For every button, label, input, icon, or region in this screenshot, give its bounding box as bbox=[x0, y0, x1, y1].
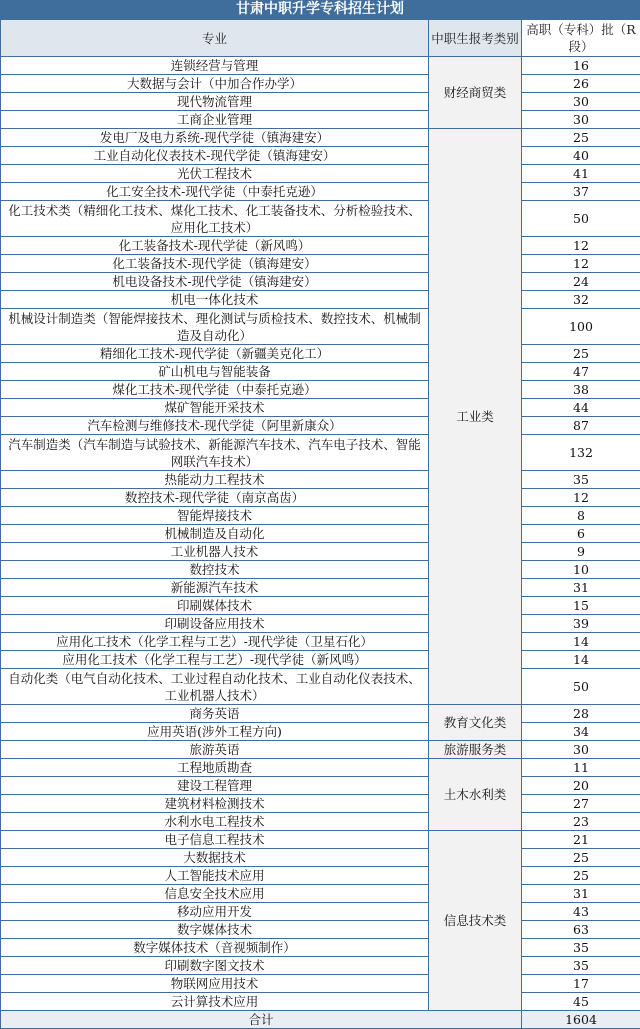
count-cell: 30 bbox=[522, 93, 640, 111]
major-cell: 精细化工技术-现代学徒（新疆美克化工） bbox=[1, 345, 429, 363]
major-cell: 建筑材料检测技术 bbox=[1, 795, 429, 813]
major-cell: 煤化工技术-现代学徒（中泰托克逊） bbox=[1, 381, 429, 399]
table-row bbox=[1, 831, 640, 849]
count-cell: 30 bbox=[522, 741, 640, 759]
category-cell: 土木水利类 bbox=[429, 759, 522, 831]
table-row bbox=[1, 669, 640, 705]
count-cell: 30 bbox=[522, 111, 640, 129]
major-cell: 化工技术类（精细化工技术、煤化工技术、化工装备技术、分析检验技术、应用化工技术） bbox=[1, 201, 429, 237]
table-row bbox=[1, 579, 640, 597]
major-cell: 自动化类（电气自动化技术、工业过程自动化技术、工业自动化仪表技术、工业机器人技术） bbox=[1, 669, 429, 705]
major-cell: 机电一体化技术 bbox=[1, 291, 429, 309]
table-row bbox=[1, 615, 640, 633]
major-cell: 印刷媒体技术 bbox=[1, 597, 429, 615]
category-cell: 财经商贸类 bbox=[429, 57, 522, 129]
major-cell: 大数据与会计（中加合作办学） bbox=[1, 75, 429, 93]
count-cell: 32 bbox=[522, 291, 640, 309]
major-cell: 移动应用开发 bbox=[1, 903, 429, 921]
category-cell: 工业类 bbox=[429, 129, 522, 705]
major-cell: 工业自动化仪表技术-现代学徒（镇海建安） bbox=[1, 147, 429, 165]
major-cell: 工程地质勘查 bbox=[1, 759, 429, 777]
table-row bbox=[1, 363, 640, 381]
table-row bbox=[1, 417, 640, 435]
enrollment-table bbox=[0, 19, 640, 1029]
table-row bbox=[1, 921, 640, 939]
table-row bbox=[1, 903, 640, 921]
major-cell: 化工装备技术-现代学徒（新风鸣） bbox=[1, 237, 429, 255]
total-row bbox=[1, 1011, 640, 1029]
count-cell: 28 bbox=[522, 705, 640, 723]
header-major: 专业 bbox=[1, 20, 429, 57]
major-cell: 数字媒体技术 bbox=[1, 921, 429, 939]
count-cell: 41 bbox=[522, 165, 640, 183]
count-cell: 31 bbox=[522, 885, 640, 903]
count-cell: 8 bbox=[522, 507, 640, 525]
category-cell: 信息技术类 bbox=[429, 831, 522, 1011]
major-cell: 机械设计制造类（智能焊接技术、理化测试与质检技术、数控技术、机械制造及自动化） bbox=[1, 309, 429, 345]
table-row bbox=[1, 651, 640, 669]
count-cell: 21 bbox=[522, 831, 640, 849]
major-cell: 印刷数字图文技术 bbox=[1, 957, 429, 975]
header-plan: 高职（专科）批（R段） bbox=[522, 20, 640, 57]
count-cell: 87 bbox=[522, 417, 640, 435]
table-row bbox=[1, 633, 640, 651]
count-cell: 40 bbox=[522, 147, 640, 165]
count-cell: 34 bbox=[522, 723, 640, 741]
table-row bbox=[1, 75, 640, 93]
major-cell: 旅游英语 bbox=[1, 741, 429, 759]
major-cell: 应用化工技术（化学工程与工艺）-现代学徒（卫星石化） bbox=[1, 633, 429, 651]
table-row bbox=[1, 183, 640, 201]
major-cell: 应用英语(涉外工程方向) bbox=[1, 723, 429, 741]
major-cell: 智能焊接技术 bbox=[1, 507, 429, 525]
table-row bbox=[1, 147, 640, 165]
table-row bbox=[1, 129, 640, 147]
major-cell: 汽车检测与维修技术-现代学徒（阿里新康众） bbox=[1, 417, 429, 435]
major-cell: 化工装备技术-现代学徒（镇海建安） bbox=[1, 255, 429, 273]
major-cell: 印刷设备应用技术 bbox=[1, 615, 429, 633]
count-cell: 45 bbox=[522, 993, 640, 1011]
table-row bbox=[1, 507, 640, 525]
table-row bbox=[1, 525, 640, 543]
major-cell: 连锁经营与管理 bbox=[1, 57, 429, 75]
count-cell: 132 bbox=[522, 435, 640, 471]
table-row bbox=[1, 759, 640, 777]
table-row bbox=[1, 597, 640, 615]
count-cell: 47 bbox=[522, 363, 640, 381]
table-row bbox=[1, 975, 640, 993]
count-cell: 23 bbox=[522, 813, 640, 831]
count-cell: 10 bbox=[522, 561, 640, 579]
count-cell: 35 bbox=[522, 471, 640, 489]
count-cell: 12 bbox=[522, 489, 640, 507]
count-cell: 37 bbox=[522, 183, 640, 201]
table-row bbox=[1, 705, 640, 723]
major-cell: 煤矿智能开采技术 bbox=[1, 399, 429, 417]
count-cell: 24 bbox=[522, 273, 640, 291]
table-body bbox=[1, 20, 640, 1029]
table-row bbox=[1, 741, 640, 759]
count-cell: 15 bbox=[522, 597, 640, 615]
table-row bbox=[1, 309, 640, 345]
major-cell: 工业机器人技术 bbox=[1, 543, 429, 561]
table-row bbox=[1, 561, 640, 579]
major-cell: 信息安全技术应用 bbox=[1, 885, 429, 903]
count-cell: 25 bbox=[522, 345, 640, 363]
table-row bbox=[1, 273, 640, 291]
table-row bbox=[1, 237, 640, 255]
major-cell: 数控技术 bbox=[1, 561, 429, 579]
sheet-title: 甘肃中职升学专科招生计划 bbox=[0, 0, 640, 19]
table-row bbox=[1, 813, 640, 831]
count-cell: 50 bbox=[522, 201, 640, 237]
major-cell: 数控技术-现代学徒（南京高齿） bbox=[1, 489, 429, 507]
table-row bbox=[1, 867, 640, 885]
count-cell: 25 bbox=[522, 129, 640, 147]
major-cell: 矿山机电与智能装备 bbox=[1, 363, 429, 381]
count-cell: 12 bbox=[522, 255, 640, 273]
count-cell: 11 bbox=[522, 759, 640, 777]
count-cell: 16 bbox=[522, 57, 640, 75]
major-cell: 水利水电工程技术 bbox=[1, 813, 429, 831]
major-cell: 现代物流管理 bbox=[1, 93, 429, 111]
table-row bbox=[1, 57, 640, 75]
major-cell: 新能源汽车技术 bbox=[1, 579, 429, 597]
major-cell: 电子信息工程技术 bbox=[1, 831, 429, 849]
table-row bbox=[1, 489, 640, 507]
table-row bbox=[1, 471, 640, 489]
major-cell: 工商企业管理 bbox=[1, 111, 429, 129]
major-cell: 大数据技术 bbox=[1, 849, 429, 867]
count-cell: 14 bbox=[522, 651, 640, 669]
table-row bbox=[1, 381, 640, 399]
major-cell: 化工安全技术-现代学徒（中泰托克逊） bbox=[1, 183, 429, 201]
table-row bbox=[1, 957, 640, 975]
table-row bbox=[1, 111, 640, 129]
category-cell: 教育文化类 bbox=[429, 705, 522, 741]
count-cell: 6 bbox=[522, 525, 640, 543]
total-label: 合计 bbox=[1, 1011, 522, 1029]
major-cell: 发电厂及电力系统-现代学徒（镇海建安） bbox=[1, 129, 429, 147]
table-row bbox=[1, 399, 640, 417]
major-cell: 商务英语 bbox=[1, 705, 429, 723]
count-cell: 20 bbox=[522, 777, 640, 795]
count-cell: 25 bbox=[522, 867, 640, 885]
header-row bbox=[1, 20, 640, 57]
major-cell: 光伏工程技术 bbox=[1, 165, 429, 183]
count-cell: 31 bbox=[522, 579, 640, 597]
table-row bbox=[1, 885, 640, 903]
table-row bbox=[1, 93, 640, 111]
count-cell: 63 bbox=[522, 921, 640, 939]
table-row bbox=[1, 291, 640, 309]
count-cell: 12 bbox=[522, 237, 640, 255]
total-count: 1604 bbox=[522, 1011, 640, 1029]
major-cell: 人工智能技术应用 bbox=[1, 867, 429, 885]
header-category: 中职生报考类别 bbox=[429, 20, 522, 57]
major-cell: 应用化工技术（化学工程与工艺）-现代学徒（新风鸣） bbox=[1, 651, 429, 669]
count-cell: 17 bbox=[522, 975, 640, 993]
count-cell: 14 bbox=[522, 633, 640, 651]
count-cell: 50 bbox=[522, 669, 640, 705]
major-cell: 建设工程管理 bbox=[1, 777, 429, 795]
table-row bbox=[1, 345, 640, 363]
table-row bbox=[1, 165, 640, 183]
category-cell: 旅游服务类 bbox=[429, 741, 522, 759]
table-row bbox=[1, 795, 640, 813]
count-cell: 26 bbox=[522, 75, 640, 93]
count-cell: 43 bbox=[522, 903, 640, 921]
count-cell: 27 bbox=[522, 795, 640, 813]
major-cell: 热能动力工程技术 bbox=[1, 471, 429, 489]
table-row bbox=[1, 993, 640, 1011]
major-cell: 机电设备技术-现代学徒（镇海建安） bbox=[1, 273, 429, 291]
table-row bbox=[1, 201, 640, 237]
major-cell: 物联网应用技术 bbox=[1, 975, 429, 993]
table-row bbox=[1, 849, 640, 867]
table-row bbox=[1, 435, 640, 471]
count-cell: 35 bbox=[522, 939, 640, 957]
table-row bbox=[1, 723, 640, 741]
count-cell: 100 bbox=[522, 309, 640, 345]
count-cell: 9 bbox=[522, 543, 640, 561]
major-cell: 数字媒体技术（音视频制作） bbox=[1, 939, 429, 957]
table-row bbox=[1, 777, 640, 795]
count-cell: 44 bbox=[522, 399, 640, 417]
table-row bbox=[1, 543, 640, 561]
major-cell: 机械制造及自动化 bbox=[1, 525, 429, 543]
count-cell: 35 bbox=[522, 957, 640, 975]
major-cell: 汽车制造类（汽车制造与试验技术、新能源汽车技术、汽车电子技术、智能网联汽车技术） bbox=[1, 435, 429, 471]
count-cell: 39 bbox=[522, 615, 640, 633]
table-row bbox=[1, 255, 640, 273]
count-cell: 25 bbox=[522, 849, 640, 867]
table-row bbox=[1, 939, 640, 957]
count-cell: 38 bbox=[522, 381, 640, 399]
major-cell: 云计算技术应用 bbox=[1, 993, 429, 1011]
